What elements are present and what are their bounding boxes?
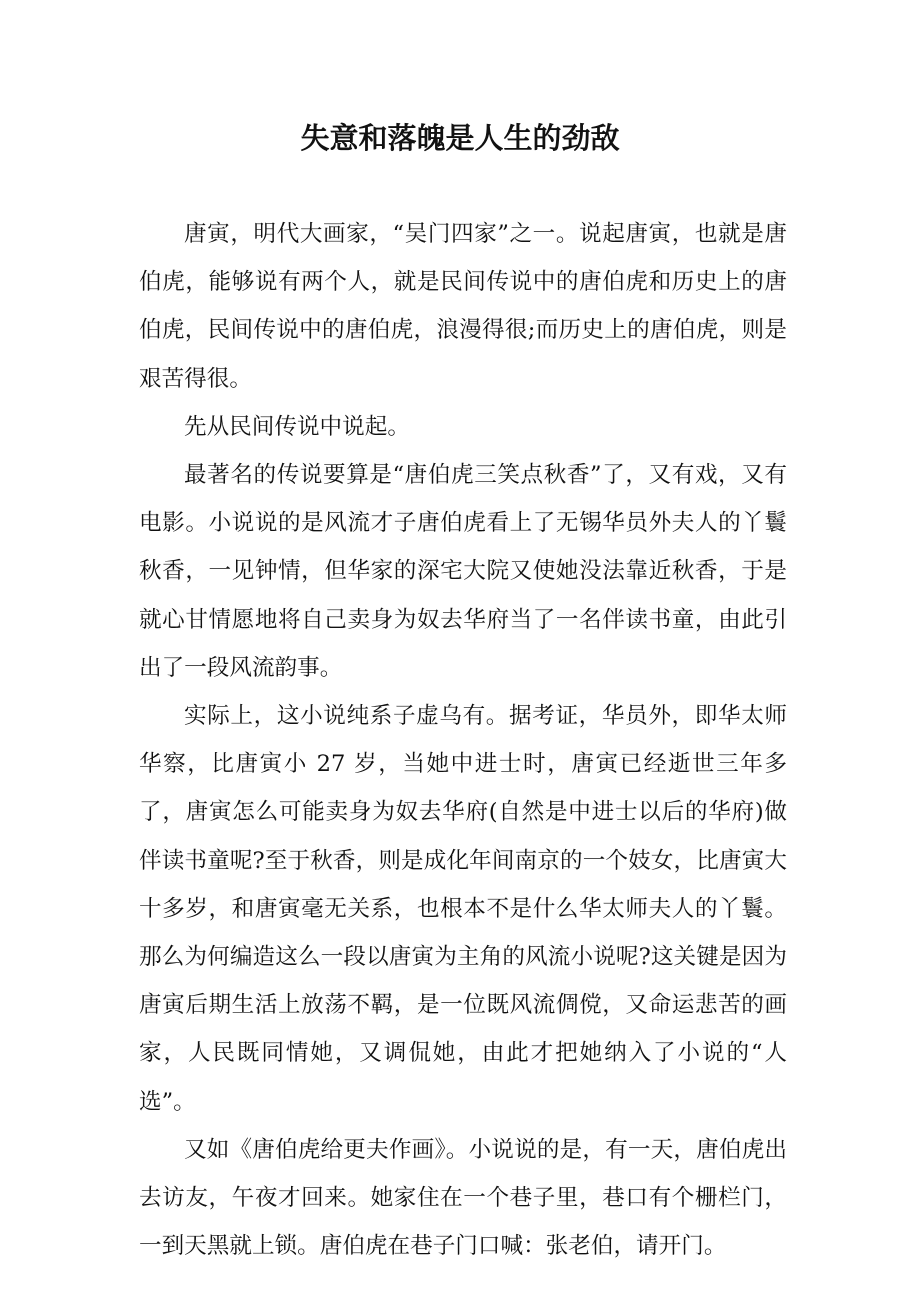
- paragraph: 最著名的传说要算是“唐伯虎三笑点秋香”了，又有戏，又有电影。小说说的是风流才子唐伯虎看上了无锡华员外夫人的丫鬟秋香，一见钟情，但华家的深宅大院又使她没法靠近秋香，于是就心甘情愿地将自己卖身为奴去华府当了一名伴读书童，由此引出了一段风流韵事。: [139, 462, 787, 681]
- document-body: [139, 210, 787, 1270]
- document-title: 失意和落魄是人生的劲敌: [300, 121, 620, 155]
- paragraph: 实际上，这小说纯系子虚乌有。据考证，华员外，即华太师华察，比唐寅小 27 岁，当她中进士时，唐寅已经逝世三年多了，唐寅怎么可能卖身为奴去华府(自然是中进士以后的华府)做伴读书童呢?至于秋香，则是成化年间南京的一个妓女，比唐寅大十多岁，和唐寅毫无关系，也根本不是什么华太师夫人的丫鬟。那么为何编造这么一段以唐寅为主角的风流小说呢?这关键是因为唐寅后期生活上放荡不羁，是一位既风流倜傥，又命运悲苦的画家，人民既同情她，又调侃她，由此才把她纳入了小说的“人选”。: [139, 703, 787, 1115]
- paragraph: 先从民间传说中说起。: [184, 413, 410, 440]
- paragraph: 唐寅，明代大画家，“吴门四家”之一。说起唐寅，也就是唐伯虎，能够说有两个人，就是民间传说中的唐伯虎和历史上的唐伯虎，民间传说中的唐伯虎，浪漫得很;而历史上的唐伯虎，则是艰苦得很。: [139, 221, 787, 392]
- paragraph: 又如《唐伯虎给更夫作画》。小说说的是，有一天，唐伯虎出去访友，午夜才回来。她家住在一个巷子里，巷口有个栅栏门，一到天黑就上锁。唐伯虎在巷子门口喊：张老伯，请开门。: [139, 1136, 787, 1260]
